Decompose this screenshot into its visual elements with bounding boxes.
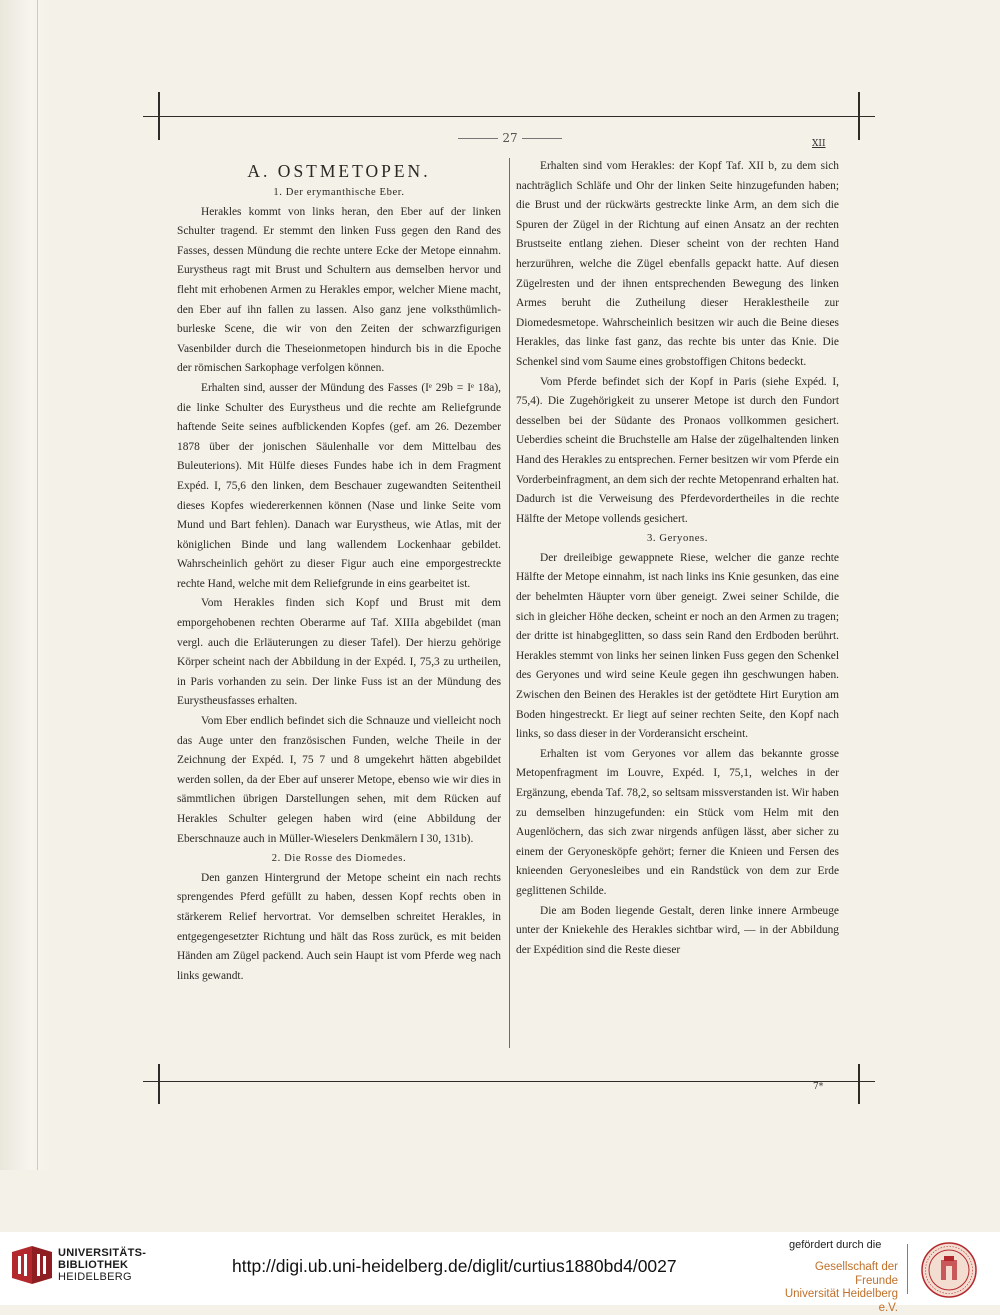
subsection-title-3: 3. Geryones. <box>646 533 709 545</box>
subsection-title-2: 2. Die Rosse des Diomedes. <box>271 853 407 865</box>
column-divider <box>509 158 510 1048</box>
library-logo-icon <box>10 1244 54 1286</box>
paragraph: Herakles kommt von links heran, den Eber auf der linken Schulter tragend. Er stemmt den linken Fuss gegen den Rand des Fasses, dessen Mündung die rechte untere Ecke der Metope einnahm. Eurystheus ragt mit Brust und Schultern aus demselben hervor und fleht mit erhobenen Armen zu Herakles empor, welcher Miene macht, den Eber auf ihn fallen zu lassen. Also ganz jene volksthümlich-burleske Scene, die wir von den Zeiten der schwarzfigurigen Vasenbilder durch die Theseionmetopen hindurch bis in die Epoche der römischen Sarkophage verfolgen können. <box>177 205 501 375</box>
frame-tick-top-right <box>858 92 860 140</box>
institution-name: UNIVERSITÄTS- BIBLIOTHEK HEIDELBERG <box>58 1247 147 1283</box>
paragraph: Erhalten ist vom Geryones vor allem das bekannte grosse Metopenfragment im Louvre, Expéd. I, 75,1, welches in der Ergänzung, ebenda Taf. 78,2, so seltsam missverstanden ist. Wir haben zu demselben hinzugefunden: ein Stück vom Helm mit den Augenlöchern, das sich zwar nirgends anfügen lässt, aber sicher zu einem der Geryonesköpfe gehört; ferner die Knieen und Fersen des knieenden Geryonesleibes und ein Randstück von dem zur Erde geglittenen Schilde. <box>516 747 839 897</box>
left-column <box>177 157 501 986</box>
paragraph: Erhalten sind vom Herakles: der Kopf Taf. XII b, zu dem sich nachträglich Schläfe und Ohr der linken Seite hinzugefunden haben; die Brust und der rückwärts gestreckte linke Arm, an dem sich die Spuren der Zügel in der Richtung auf einen Ansatz an der rechten Brustseite entlang ziehen. Dieser scheint von der rechten Hand herzurühren, welche die Zügel ebenfalls gepackt hatte. Auf diesen Zügelresten und der ihnen entsprechenden Bewegung des linken Armes beruht die Zutheilung dieser Heraklestheile zur Diomedesmetope. Wahrscheinlich besitzen wir auch die Beine dieses Herakles, das linke fast ganz, das rechte bis unter das Knie. Die Schenkel sind vom Saume eines grobstoffigen Chitons bedeckt. <box>516 160 839 368</box>
page-number: 27 <box>420 131 600 145</box>
paragraph: Erhalten sind, ausser der Mündung des Fasses (Iᵉ 29b = Iᵉ 18a), die linke Schulter des Eurystheus und die rechte am Reliefgrunde haftende Seite seines aufblickenden Kopfes (gef. am 26. Dezember 1878 über der jonischen Säulenhalle vor dem Mittelbau des Buleuterions). Mit Hülfe dieses Fundes habe ich in dem Fragment Expéd. I, 75,6 den linken, dem Beschauer zugewandten Seitentheil dieses Kopfes wiedererkennen können (Nase und linke Seite vom Mund und Bart fehlen). Danach war Eurystheus, wie Atlas, mit der königlichen Binde und lang wallendem Lockenhaar gebildet. Wahrscheinlich gehört zu dieser Figur auch eine emporgestreckte rechte Hand, welche mit dem Reliefgrunde in eins gearbeitet ist. <box>177 381 501 590</box>
right-column <box>516 157 839 960</box>
sponsor-label: gefördert durch die <box>789 1239 882 1251</box>
paragraph: Vom Eber endlich befindet sich die Schnauze und vielleicht noch das Auge unter den französischen Funden, welche Theile in der Zeichnung der Expéd. I, 75 7 und 8 umgekehrt hätten abgebildet werden sollen, da der Eber auf unserer Metope, ebenso wie wir dies in sämmtlichen übrigen Darstellungen sehen, mit dem Rücken auf Herakles Schulter gelegen haben wird (eine Abbildung der Eberschnauze auch in Müller-Wieselers Denkmälern I 30, 131b). <box>177 715 501 845</box>
frame-top-line <box>143 116 875 117</box>
frame-tick-bottom-right <box>858 1064 860 1104</box>
plate-reference-note: XII <box>812 139 826 149</box>
sponsor-name: Gesellschaft der Freunde Universität Heidelberg e.V. <box>784 1261 898 1314</box>
paragraph: Den ganzen Hintergrund der Metope scheint ein nach rechts sprengendes Pferd gefüllt zu haben, dessen Kopf rechts oben in stärkerem Relief hervortrat. Vor demselben schreitet Herakles, in entgegengesetzter Richtung und hält das Ross zurück, es mit beiden Händen am Zügel packend. Auch sein Haupt ist vom Pferde weg nach links gewandt. <box>177 871 501 982</box>
footer-bar <box>0 1232 1000 1314</box>
spine-fold-line <box>37 0 38 1170</box>
paragraph: Vom Herakles finden sich Kopf und Brust mit dem emporgehobenen rechten Oberarme auf Taf. XIIIa abgebildet (man vergl. auch die Erläuterungen zu dieser Tafel). Der hierzu gehörige Körper scheint nach der Abbildung in der Expéd. I, 75,3 zu urtheilen, in Paris vorhanden zu sein. Der linke Fuss ist an der Mündung des Eurystheusfasses erhalten. <box>177 597 501 708</box>
paragraph: Vom Pferde befindet sich der Kopf in Paris (siehe Expéd. I, 75,4). Die Zugehörigkeit zu unserer Metope ist durch den Fundort desselben bei der Südante des Pronaos vollkommen gesichert. Ueberdies scheint die Bruchstelle am Halse der zügelhaltenden linken Hand des Herakles zu entsprechen. Ferner besitzen wir vom Pferde ein Vorderbeinfragment, an dem sich der rechte Metopenrand erhalten hat. Dadurch ist die Verweisung des Pferdevordertheiles in die rechte Hälfte der Metope vollends gesichert. <box>516 375 839 525</box>
section-heading: A. OSTMETOPEN. <box>247 161 431 181</box>
sheet-signature-marker: 7* <box>813 1082 824 1092</box>
source-url-link[interactable]: http://digi.ub.uni-heidelberg.de/diglit/curtius1880bd4/0027 <box>232 1256 677 1276</box>
paragraph: Der dreileibige gewappnete Riese, welcher die ganze rechte Hälfte der Metope einnahm, ist nach links ins Knie gesunken, das eine der behelmten Häupter vorn über geneigt. Zwei seiner Schilde, die sich in gleicher Höhe decken, scheint er noch an den Armen zu tragen; der dritte ist hinabgeglitten, so dass sein Rand den Erdboden berührt. Herakles stemmt von links her seinen linken Fuss gegen den Schenkel des Geryones und wird seine Keule gegen ihn geschwungen haben. Zwischen den Beinen des Herakles ist der getödtete Hirt Eurytion am Boden hingestreckt. Er liegt auf seiner rechten Seite, den Kopf nach links, so dass dieser in der Vorderansicht erscheint. <box>516 551 839 741</box>
sponsor-divider <box>907 1244 908 1294</box>
university-seal-icon <box>921 1242 977 1298</box>
frame-tick-top-left <box>158 92 160 140</box>
book-spine-shadow <box>0 0 52 1170</box>
frame-tick-bottom-left <box>158 1064 160 1104</box>
frame-bottom-line <box>143 1081 875 1082</box>
paragraph: Die am Boden liegende Gestalt, deren linke innere Armbeuge unter der Kniekehle des Herakles sichtbar wird, — in der Abbildung der Expédition sind die Reste dieser <box>516 904 839 956</box>
subsection-title-1: 1. Der erymanthische Eber. <box>273 187 405 198</box>
